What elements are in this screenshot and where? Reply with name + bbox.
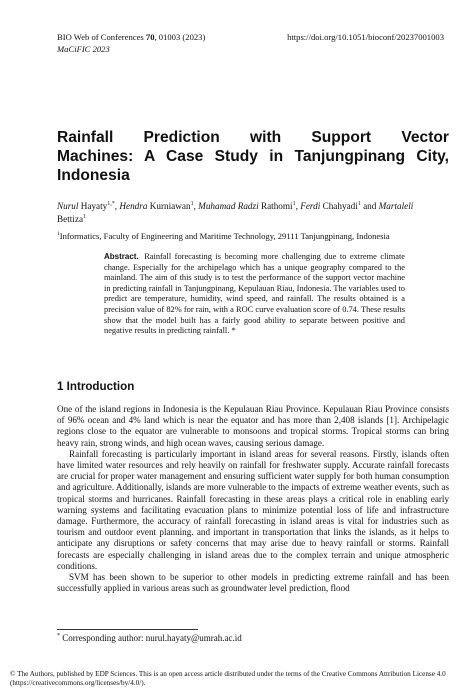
author: Ferdi Chahyadi$^1$ and [300, 200, 379, 211]
title-line-1: Rainfall Prediction with Support Vector [57, 129, 449, 146]
footnote: * Corresponding author: nurul.hayaty@umrah.ac.id [57, 633, 242, 643]
license-footer: © The Authors, published by EDP Sciences. This is an open access article distributed under the terms of the Creative Commons Attribution License 4.0 (https://creativecommons.org/licenses/by/4.0/). [10, 670, 446, 688]
abstract [104, 252, 405, 337]
section-heading: 1 Introduction [57, 380, 135, 393]
journal-citation: BIO Web of Conferences 70, 01003 (2023) [57, 32, 206, 42]
author: Martaleli Bettiza$^1$ [57, 201, 414, 224]
author-list [57, 200, 429, 225]
abstract-label: Abstract. [104, 252, 139, 261]
affiliation: $^1$Informatics, Faculty of Engineering and Maritime Technology, 29111 Tanjungpinang, Indonesia [57, 231, 390, 241]
abstract-end-mark: * [229, 326, 236, 336]
paragraph: SVM has been shown to be superior to other models in predicting extreme rainfall and has been successfully applied in various areas such as groundwater level prediction, flood [57, 572, 449, 594]
paragraph: One of the island regions in Indonesia is the Kepulauan Riau Province. Kepulauan Riau Province consists of 96% ocean and 4% land which is near the equator and has more than 2,408 islands [1]. Archipelagic regions close to the equator are vulnerable to monsoons and tropical storms. Tropical storms can bring heavy rain, strong winds, and high ocean waves, causing serious damage. [57, 404, 449, 448]
paper-title [57, 128, 449, 185]
title-line-3: Indonesia [57, 167, 130, 184]
title-line-2: Machines: A Case Study in Tanjungpinang City, [57, 148, 449, 165]
conference-name: MaCiFIC 2023 [57, 44, 110, 54]
author: Muhamad Radzi Rathomi$^1$, [198, 200, 301, 211]
abstract-text: Rainfall forecasting is becoming more challenging due to extreme climate change. Especially for the archipelago which has a unique geography compared to the mainland. The aim of this study is to test the performance of the support vector machine in predicting rainfall in Tanjungpinang, Kepulauan Riau, Indonesia. The variables used to predict are temperature, humidity, wind speed, and rainfall. The results obtained is a precision value of 82% for rain, with a ROC curve evaluation score of 0.74. These results show that the model built has a fairly good ability to separate between positive and negative results in predicting rainfall. [104, 252, 406, 336]
author: Nurul Hayaty$^{1,*}$, [57, 200, 120, 211]
running-header-left [57, 31, 205, 55]
footnote-divider [57, 629, 198, 630]
body-text [57, 404, 449, 594]
doi-link[interactable]: https://doi.org/10.1051/bioconf/20237001003 [287, 32, 444, 42]
author: Hendra Kurniawan$^1$, [119, 200, 199, 211]
paragraph: Rainfall forecasting is particularly important in island areas for several reasons. Firstly, islands often have limited water resources and rely heavily on rainfall for freshwater supply. Accurate rainfall forecasts are crucial for proper water management and ensuring sufficient water supply for both human consumption and agriculture. Additionally, islands are more vulnerable to the impacts of extreme weather events, such as tropical storms and hurricanes. Rainfall forecasting in these areas plays a critical role in enabling early warning systems and facilitating evacuation plans to minimize potential loss of life and infrastructure damage. Furthermore, the accuracy of rainfall forecasting in island areas is vital for industries such as tourism and outdoor event planning. and important in transportation that links the islands, as it helps to anticipate any disruptions or safety concerns that may arise due to heavy rainfall or storms. Rainfall forecasts are especially challenging in island areas due to the complex terrain and unique atmospheric conditions. [57, 448, 449, 571]
